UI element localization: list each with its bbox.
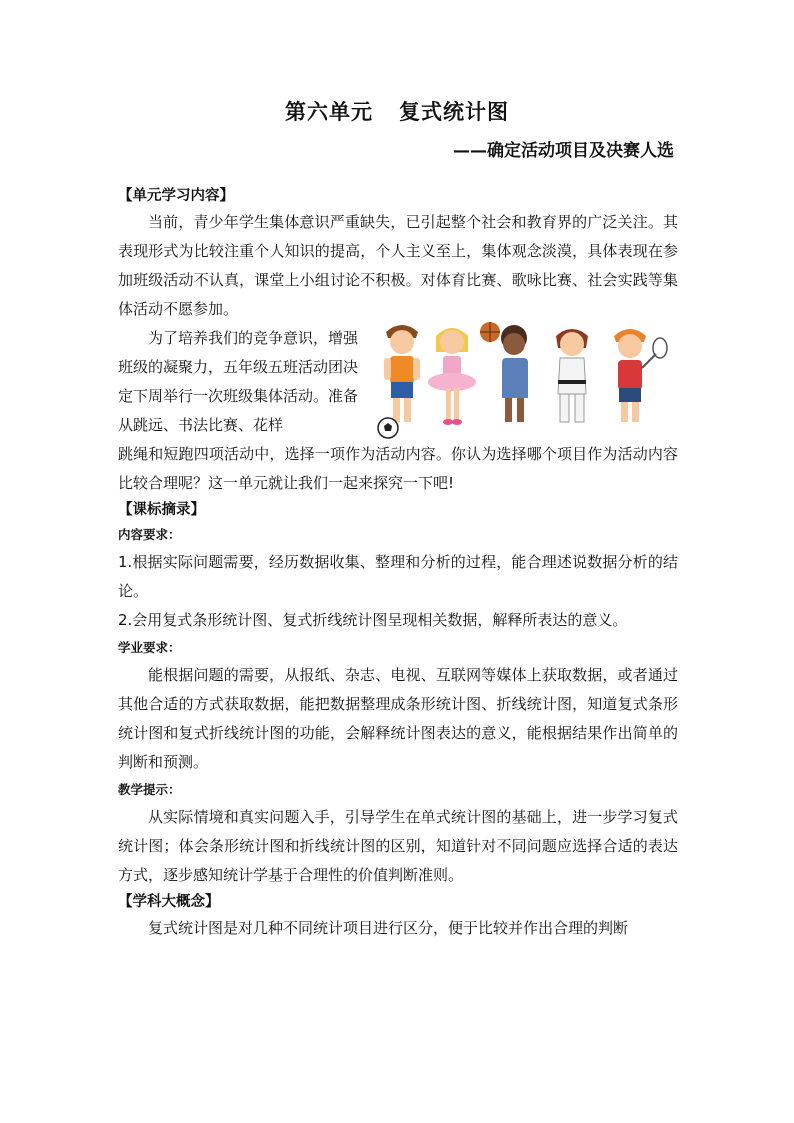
section-heading-unit-content: 【单元学习内容】 xyxy=(118,188,234,204)
content-requirement-item-2: 2.会用复式条形统计图、复式折线统计图呈现相关数据，解释所表达的意义。 xyxy=(118,611,628,629)
unit-content-paragraph-1: 当前，青少年学生集体意识严重缺失，已引起整个社会和教育界的广泛关注。其表现形式为比较注重个人知识的提高，个人主义至上，集体观念淡漠，具体表现在参加班级活动不认真，课堂上小组讨论不积极。对体育比赛、歌咏比赛、社会实践等集体活动不愿参加。 xyxy=(118,213,678,318)
teaching-tips-text: 从实际情境和真实问题入手，引导学生在单式统计图的基础上，进一步学习复式统计图；体会条形统计图和折线统计图的区别，知道针对不同问题应选择合适的表达方式，逐步感知统计学基于合理性的价值判断准则。 xyxy=(118,808,678,884)
document-body xyxy=(118,184,678,943)
page-title xyxy=(0,96,794,126)
big-concept-text: 复式统计图是对几种不同统计项目进行区分，便于比较并作出合理的判断 xyxy=(148,919,629,937)
academic-requirements-label: 学业要求： xyxy=(118,640,181,655)
title-unit: 第六单元 xyxy=(285,100,373,124)
unit-content-paragraph-2-wrapped: 为了培养我们的竞争意识，增强班级的凝聚力，五年级五班活动团决定下周举行一次班级集体活动。准备从跳远、书法比赛、花样 xyxy=(118,329,359,434)
content-requirements-label: 内容要求： xyxy=(118,527,181,542)
content-requirement-item-1: 1.根据实际问题需要，经历数据收集、整理和分析的过程，能合理述说数据分析的结论。 xyxy=(118,553,678,600)
page-subtitle: ——确定活动项目及决赛人选 xyxy=(453,141,674,161)
title-topic: 复式统计图 xyxy=(399,100,509,124)
section-heading-curriculum: 【课标摘录】 xyxy=(118,502,205,518)
academic-requirements-text: 能根据问题的需要，从报纸、杂志、电视、互联网等媒体上获取数据，或者通过其他合适的方式获取数据，能把数据整理成条形统计图、折线统计图，知道复式条形统计图和复式折线统计图的功能，会解释统计图表达的意义，能根据结果作出简单的判断和预测。 xyxy=(118,666,678,771)
section-heading-big-concept: 【学科大概念】 xyxy=(118,894,220,910)
kids-sports-illustration-icon xyxy=(376,318,668,442)
unit-content-paragraph-2-rest: 跳绳和短跑四项活动中，选择一项作为活动内容。你认为选择哪个项目作为活动内容比较合理呢？这一单元就让我们一起来探究一下吧! xyxy=(118,445,678,492)
teaching-tips-label: 教学提示： xyxy=(118,782,181,797)
illustration-block xyxy=(118,324,678,440)
